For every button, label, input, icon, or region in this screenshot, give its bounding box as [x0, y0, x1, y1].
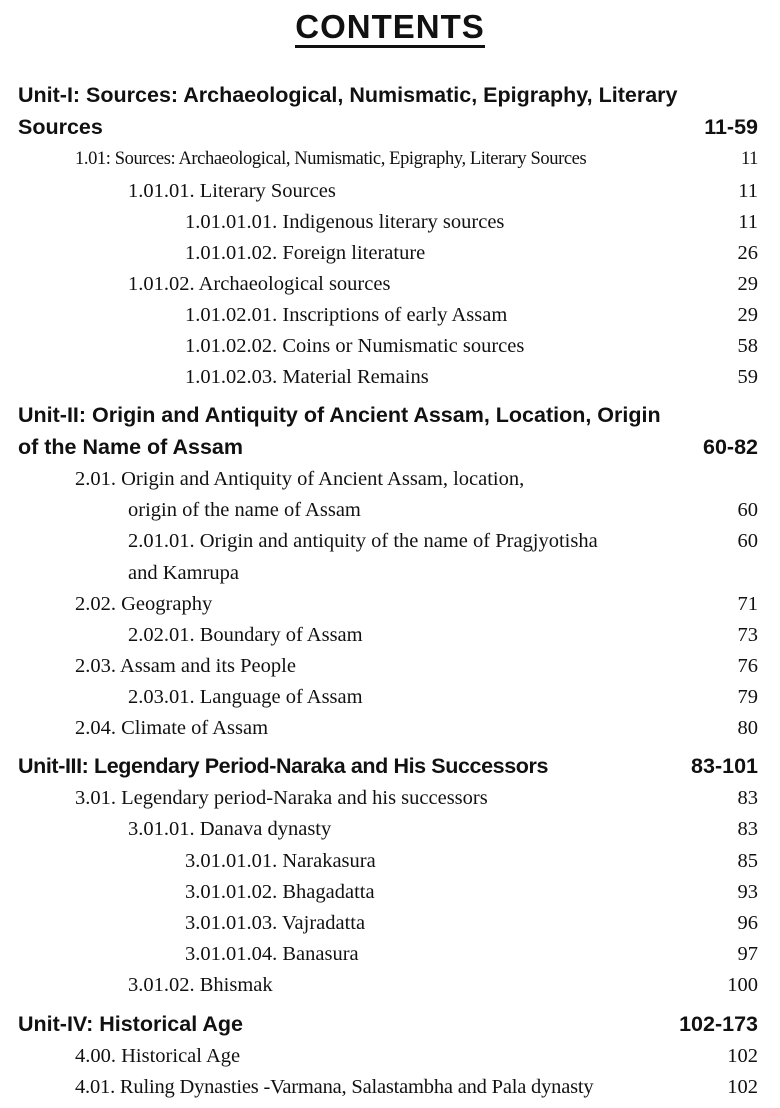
- toc-entry[interactable]: 2.03. Assam and its People 76: [75, 651, 758, 682]
- unit-3-heading[interactable]: [18, 751, 758, 782]
- page-number: 29: [737, 304, 758, 326]
- unit-1-title-line1: Unit-I: Sources: Archaeological, Numismatic, Epigraphy, Literary: [18, 83, 678, 107]
- unit-3-title: Unit-III: Legendary Period-Naraka and His Successors: [18, 754, 549, 778]
- page-number: 58: [737, 335, 758, 357]
- page-number: 100: [727, 974, 758, 996]
- page-number: 60: [737, 499, 758, 521]
- page-number: 85: [737, 850, 758, 872]
- toc-entry[interactable]: 3.01.01.04. Banasura 97: [185, 939, 758, 970]
- page-number: 76: [737, 655, 758, 677]
- toc-entry[interactable]: 1.01.01.01. Indigenous literary sources 11: [185, 207, 758, 238]
- page-number: 26: [737, 242, 758, 264]
- toc-entry[interactable]: 3.01.01. Danava dynasty 83: [128, 814, 758, 845]
- page-number: 11: [738, 211, 758, 233]
- toc-entry[interactable]: 2.01.01. Origin and antiquity of the name of Pragjyotisha 60: [128, 526, 758, 557]
- toc-entry[interactable]: 3.01. Legendary period-Naraka and his successors 83: [75, 783, 758, 814]
- toc-entry[interactable]: 3.01.01.03. Vajradatta 96: [185, 908, 758, 939]
- toc-entry[interactable]: 4.00. Historical Age 102: [75, 1041, 758, 1072]
- unit-2-title-line1: Unit-II: Origin and Antiquity of Ancient Assam, Location, Origin: [18, 403, 661, 427]
- page-number: 80: [737, 717, 758, 739]
- page-number: 79: [737, 686, 758, 708]
- page-number: 83: [737, 818, 758, 840]
- page-number: 60: [737, 530, 758, 552]
- toc-entry-continuation[interactable]: origin of the name of Assam 60: [128, 495, 758, 526]
- toc-entry[interactable]: 3.01.02. Bhismak 100: [128, 970, 758, 1001]
- page-number: 11: [740, 149, 758, 169]
- unit-1-title-line2: Sources: [18, 115, 103, 139]
- unit-1-page-range: 11-59: [704, 115, 758, 139]
- toc-entry[interactable]: 1.01.01.02. Foreign literature 26: [185, 238, 758, 269]
- page-number: 73: [737, 624, 758, 646]
- unit-2-heading-line2[interactable]: [18, 432, 758, 463]
- toc-entry[interactable]: 1.01.02.01. Inscriptions of early Assam 29: [185, 300, 758, 331]
- unit-2-heading[interactable]: [18, 400, 758, 431]
- page-number: 97: [737, 943, 758, 965]
- page-number: 59: [737, 366, 758, 388]
- unit-4-heading[interactable]: [18, 1009, 758, 1040]
- unit-4-page-range: 102-173: [679, 1012, 758, 1036]
- page-number: 29: [737, 273, 758, 295]
- page-number: 93: [737, 881, 758, 903]
- unit-1-heading-line2[interactable]: [18, 112, 758, 143]
- toc-entry[interactable]: 1.01.02.03. Material Remains 59: [185, 362, 758, 393]
- toc-entry[interactable]: 1.01.01. Literary Sources 11: [128, 176, 758, 207]
- page-number: 71: [737, 593, 758, 615]
- toc-entry[interactable]: 2.04. Climate of Assam 80: [75, 713, 758, 744]
- page-title: CONTENTS: [0, 8, 780, 46]
- page-number: 102: [727, 1045, 758, 1067]
- page-number: 11: [738, 180, 758, 202]
- toc-entry[interactable]: 1.01.02.02. Coins or Numismatic sources 58: [185, 331, 758, 362]
- toc-entry[interactable]: 3.01.01.01. Narakasura 85: [185, 846, 758, 877]
- unit-2-page-range: 60-82: [703, 435, 758, 459]
- toc-entry[interactable]: 2.01. Origin and Antiquity of Ancient Assam, location,: [75, 468, 525, 490]
- toc-entry-continuation[interactable]: and Kamrupa: [128, 562, 239, 584]
- toc-entry[interactable]: 4.01. Ruling Dynasties -Varmana, Salastambha and Pala dynasty 102: [75, 1072, 758, 1103]
- toc-entry[interactable]: 2.02.01. Boundary of Assam 73: [128, 620, 758, 651]
- unit-3-page-range: 83-101: [691, 754, 758, 778]
- toc-entry[interactable]: 1.01: Sources: Archaeological, Numismatic, Epigraphy, Literary Sources 11: [75, 144, 758, 175]
- page-number: 102: [727, 1076, 758, 1098]
- page-number: 96: [737, 912, 758, 934]
- toc-entry[interactable]: 2.02. Geography 71: [75, 589, 758, 620]
- toc-entry[interactable]: 2.03.01. Language of Assam 79: [128, 682, 758, 713]
- toc-entry[interactable]: 1.01.02. Archaeological sources 29: [128, 269, 758, 300]
- page-number: 83: [737, 787, 758, 809]
- toc-entry[interactable]: 3.01.01.02. Bhagadatta 93: [185, 877, 758, 908]
- unit-2-title-line2: of the Name of Assam: [18, 435, 244, 459]
- unit-4-title: Unit-IV: Historical Age: [18, 1012, 243, 1036]
- unit-1-heading[interactable]: [18, 80, 758, 111]
